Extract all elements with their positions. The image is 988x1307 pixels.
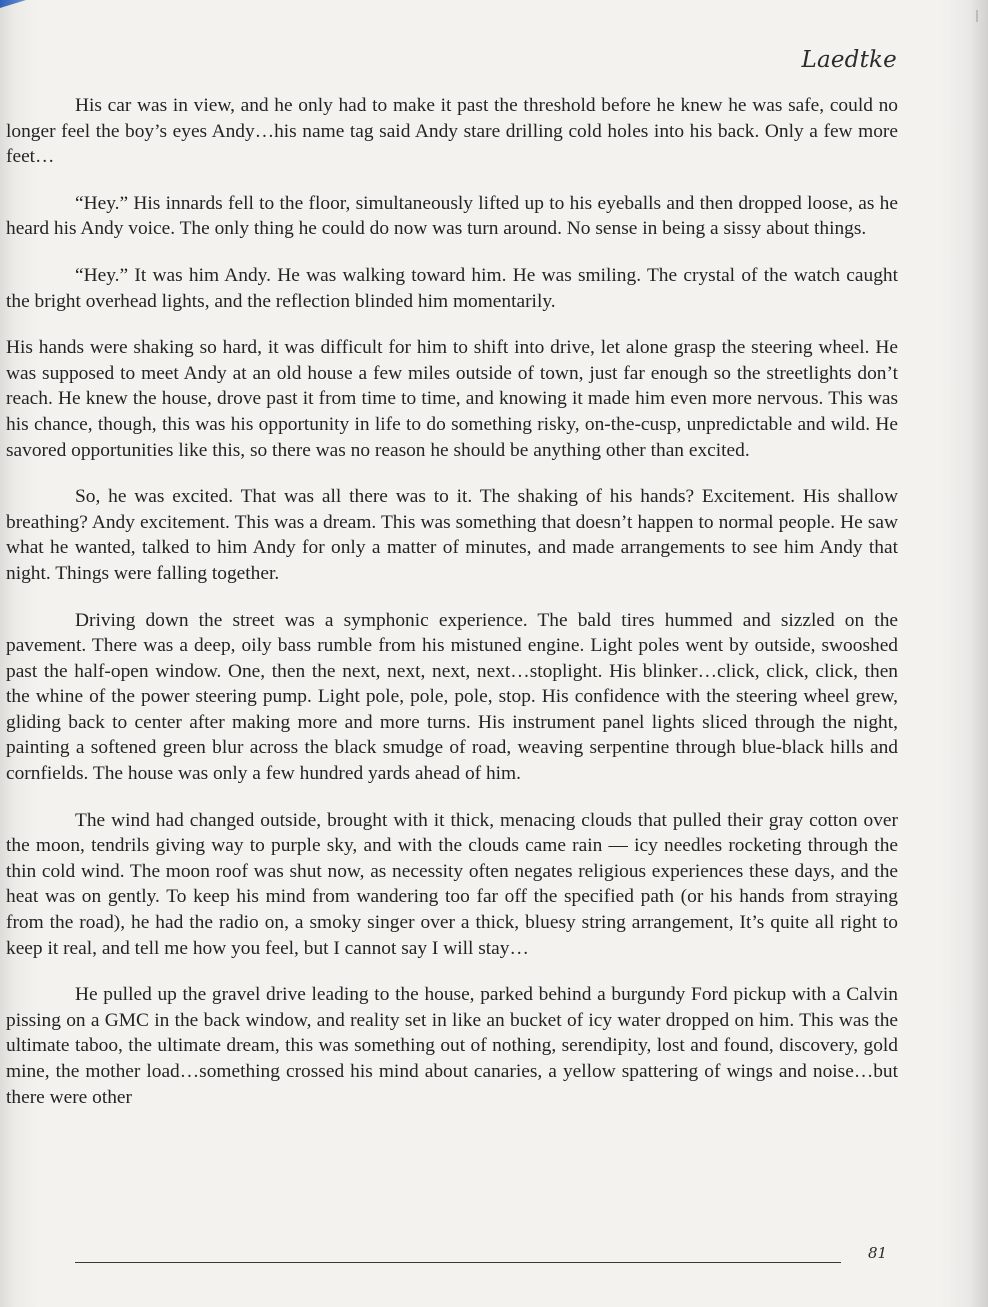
page-gutter-shadow <box>970 0 988 1307</box>
body-text <box>6 93 898 1110</box>
corner-scan-mark <box>0 0 26 8</box>
paragraph-8: He pulled up the gravel drive leading to the house, parked behind a burgundy Ford pickup with a Calvin pissing on a GMC in the back window, and reality set in like an bucket of icy water dropped on him. This was the ultimate taboo, the ultimate dream, this was something out of nothing, serendipity, lost and found, discovery, gold mine, the mother load…something crossed his mind about canaries, a yellow spattering of wings and noise…but there were other <box>6 984 898 1108</box>
paragraph-1: His car was in view, and he only had to make it past the threshold before he knew he was safe, could no longer feel the boy’s eyes Andy…his name tag said Andy stare drilling cold holes into his back. Only a few more feet… <box>6 95 898 168</box>
footer-rule <box>75 1262 841 1263</box>
paragraph-6: Driving down the street was a symphonic experience. The bald tires hummed and sizzled on the pavement. There was a deep, oily bass rumble from his mistuned engine. Light poles went by outside, swooshed past the half-open window. One, then the next, next, next, next…stoplight. His blinker…click, click, click, then the whine of the power steering pump. Light pole, pole, pole, stop. His confidence with the steering wheel grew, gliding back to center after making more and more turns. His instrument panel lights sliced through the night, painting a softened green blur across the black smudge of road, weaving serpentine through blue-black hills and cornfields. The house was only a few hundred yards ahead of him. <box>6 609 898 785</box>
paragraph-7: The wind had changed outside, brought with it thick, menacing clouds that pulled their gray cotton over the moon, tendrils giving way to purple sky, and with the clouds came rain — icy needles rocketing through the thin cold wind. The moon roof was shut now, as necessity often negates religious experiences these days, and the heat was on gently. To keep his mind from wandering too far off the specified path (or his hands from straying from the road), he had the radio on, a smoky singer over a thick, bluesy string arrangement, It’s quite all right to keep it real, and tell me how you feel, but I cannot say I will stay… <box>6 809 898 959</box>
paragraph-5: So, he was excited. That was all there was to it. The shaking of his hands? Excitement. His shallow breathing? Andy excitement. This was a dream. This was something that doesn’t happen to normal people. He saw what he wanted, talked to him Andy for only a matter of minutes, and made arrangements to see him Andy that night. Things were falling together. <box>6 486 898 584</box>
edge-tick <box>976 10 978 22</box>
paragraph-4: His hands were shaking so hard, it was difficult for him to shift into drive, let alone grasp the steering wheel. He was supposed to meet Andy at an old house a few miles outside of town, just far enough so the streetlights don’t reach. He knew the house, drove past it from time to time, and knowing it made him even more nervous. This was his chance, though, this was his opportunity in life to do something risky, on-the-cusp, unpredictable and wild. He savored opportunities like this, so there was no reason he should be anything other than excited. <box>6 337 898 461</box>
paragraph-2: “Hey.” His innards fell to the floor, simultaneously lifted up to his eyeballs and then dropped loose, as he heard his Andy voice. The only thing he could do now was turn around. No sense in being a sissy about things. <box>6 192 898 240</box>
page-number: 81 <box>868 1244 888 1262</box>
paragraph-3: “Hey.” It was him Andy. He was walking toward him. He was smiling. The crystal of the watch caught the bright overhead lights, and the reflection blinded him momentarily. <box>6 264 898 312</box>
running-head: Laedtke <box>801 47 897 73</box>
